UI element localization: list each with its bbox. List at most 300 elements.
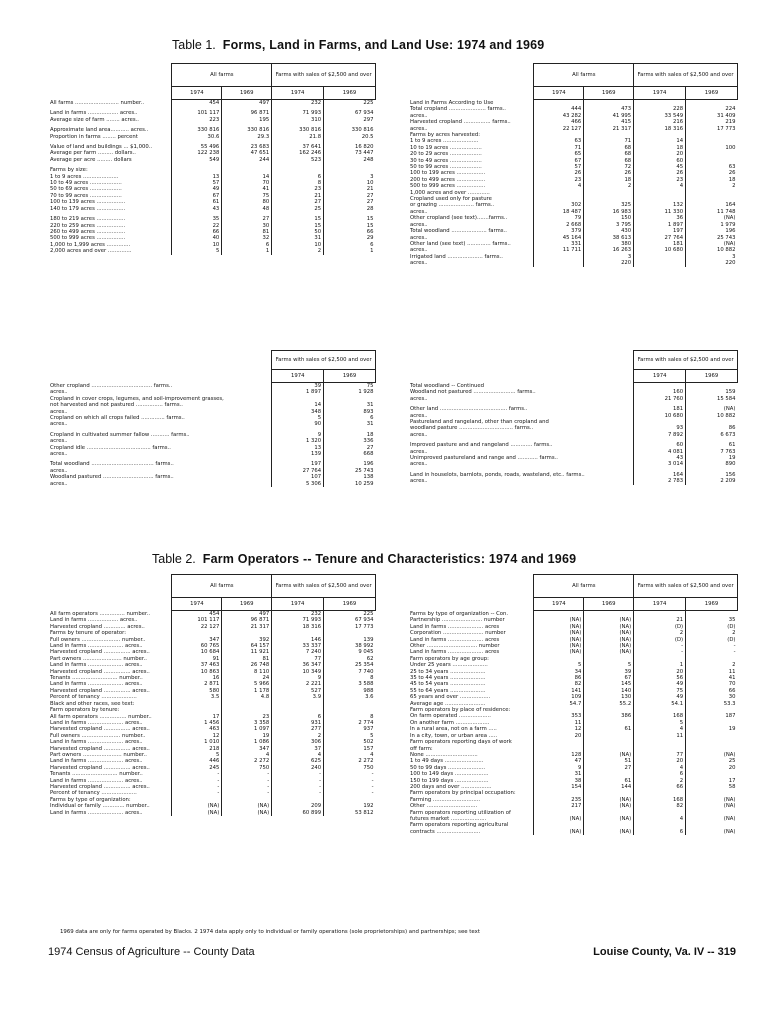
cell-value: 187 [686,713,738,719]
table1-left-lower-table [48,350,376,487]
cell-value: 75 [324,383,376,390]
cell-value: 21.8 [272,134,324,140]
cell-value: 497 [222,100,272,107]
row-label: 200 to 499 acres ................. [410,176,486,183]
cell-value: 146 [272,637,324,643]
cell-value: 2 668 [534,222,584,228]
cell-value: 22 127 [172,624,222,630]
cell-value: 23 [534,177,584,183]
row-label: acres.. [410,412,428,419]
cell-value: 6 673 [686,432,738,438]
table1-left-lower-body [48,383,376,488]
row-label: acres.. [50,438,68,445]
cell-value: 244 [222,157,272,163]
cell-value: 25 [686,758,738,764]
cell-value: 1 [634,662,686,668]
row-label: acres.. [410,221,428,228]
cell-value: 5 [534,662,584,668]
cell-value: 6 [272,714,324,720]
cell-value: (NA) [686,752,738,758]
cell-value: (NA) [686,803,738,809]
cell-value: 444 [534,106,584,112]
cell-value: 67 [534,158,584,164]
cell-value: 10 882 [686,413,738,419]
cell-value: 13 [272,445,324,451]
cell-value: 9 045 [324,649,376,655]
row-label: Land in farms ..................... acres [410,649,500,656]
row-label: Land in farms ..................... acres.. [50,777,143,784]
table1-right-hdr-sales: Farms with sales of $2,500 and over [634,64,738,87]
cell-value: 164 [634,472,686,478]
cell-value: 144 [584,784,634,790]
table1-right-lower-hdr-sales: Farms with sales of $2,500 and over [634,351,738,370]
table2-left-year-1974: 1974 [172,598,222,611]
cell-value: 15 [324,216,376,222]
cell-value: 75 [634,688,686,694]
row-label: Cropland used only for pasture [410,196,492,203]
page-footer-left: 1974 Census of Agriculture -- County Data [48,946,255,958]
cell-value: 66 [324,229,376,235]
table2-title-main: Farm Operators -- Tenure and Characteristics: 1974 and 1969 [202,552,577,566]
cell-value: 71 993 [272,110,324,116]
cell-value: 14 [272,402,324,408]
row-label: 55 to 64 years ..................... [410,687,486,694]
cell-value: 1 897 [272,389,324,395]
cell-value: 10 259 [324,481,376,487]
row-label: Woodland not pastured ......................... farms.. [410,389,536,396]
cell-value: 86 [686,425,738,431]
cell-value: 20 [634,758,686,764]
page-footer-right: Louise County, Va. IV -- 319 [593,946,736,958]
row-label: futures market ..................... [410,815,487,822]
cell-value: 310 [272,117,324,123]
cell-value: 27 [324,445,376,451]
row-label: acres.. [50,408,68,415]
cell-value: 38 [534,778,584,784]
cell-value: 33 549 [634,113,686,119]
cell-value: 4 [272,752,324,758]
row-label: Total woodland ..................... farms.. [410,228,507,235]
cell-value: 66 [686,688,738,694]
cell-value: 26 [634,170,686,176]
cell-value: 18 [634,145,686,151]
cell-value: 931 [272,720,324,726]
table1-right-hdr-all: All farms [534,64,634,87]
cell-value: 48 [222,206,272,212]
row-label: acres.. [410,478,428,485]
cell-value: 138 [324,474,376,480]
table-row [408,100,738,107]
cell-value: 1 010 [172,739,222,745]
cell-value: - [172,778,222,784]
row-label: acres.. [410,448,428,455]
cell-value: 10 863 [172,669,222,675]
cell-value: 139 [324,637,376,643]
cell-value: - [324,778,376,784]
table-row [48,100,376,107]
cell-value: 1 178 [222,688,272,694]
cell-value: (NA) [534,637,584,643]
cell-value: 5 [324,733,376,739]
cell-value: 415 [584,119,634,125]
cell-value: 11 [534,720,584,726]
cell-value: 23 683 [222,144,272,150]
cell-value: 21 760 [634,396,686,402]
cell-value: 25 354 [324,662,376,668]
row-label: Land in farms ..................... acres.. [50,719,143,726]
row-label: Cropland in cultivated summer fallow ........... farms.. [50,431,190,438]
cell-value: 297 [324,117,376,123]
cell-value: 162 246 [272,150,324,156]
table1-left-year-1969b: 1969 [324,87,376,100]
table1-left [48,63,376,255]
cell-value: 61 [172,199,222,205]
cell-value [534,611,584,618]
cell-value: 49 [172,186,222,192]
cell-value: 5 [272,415,324,421]
cell-value: 18 487 [534,209,584,215]
row-label: 70 to 99 acres ................... [50,192,122,199]
cell-value: 3.5 [172,694,222,700]
cell-value: 196 [686,228,738,234]
cell-value: 31 [324,421,376,427]
row-label: Land in farms ..................... acres.. [50,681,143,688]
cell-value: 26 748 [222,662,272,668]
table-row [48,248,376,254]
row-label: Pastureland and rangeland, other than cropland and [410,419,549,426]
cell-value: 6 [272,174,324,180]
cell-value: 15 [272,216,324,222]
cell-value: 14 [222,174,272,180]
cell-value: (NA) [584,637,634,643]
row-label: Harvested cropland ............. acres.. [50,623,145,630]
cell-value: 2 [272,733,324,739]
cell-value: 17 [686,778,738,784]
table-row [408,611,738,618]
row-label: acres.. [410,461,428,468]
row-label: Percent of tenancy ..................... [50,694,137,701]
row-label: not harvested and not pastured ................ farms.. [50,402,183,409]
row-label: Under 25 years ..................... [410,662,488,669]
cell-value: 22 [172,223,222,229]
cell-value: 18 316 [634,126,686,132]
cell-value: (NA) [686,829,738,835]
row-label: 45 to 54 years ..................... [410,681,486,688]
cell-value: 347 [222,746,272,752]
cell-value: 53 812 [324,810,376,816]
cell-value: 60 [634,158,686,164]
table1-left-lower-year-1974: 1974 [272,370,324,383]
cell-value: 549 [172,157,222,163]
row-label: off farm: [410,745,433,752]
cell-value: 32 [222,235,272,241]
row-label: 65 years and over .................. [410,694,491,701]
table2-left-hdr-sales: Farms with sales of $2,500 and over [272,575,376,598]
row-label: 200 days and over .................. [410,783,492,790]
cell-value: (D) [634,624,686,630]
row-label: acres.. [50,421,68,428]
row-label: Farms by acres harvested: [410,132,481,139]
cell-value: 157 [324,746,376,752]
cell-value: 235 [534,797,584,803]
cell-value: 446 [172,758,222,764]
cell-value: 8 [324,675,376,681]
cell-value: 38 992 [324,643,376,649]
row-label: Tenants ........................... number.. [50,675,143,682]
footnote: 1969 data are only for farms operated by Blacks. 2 1974 data apply only to individual or family operations (sole proprietorships) and partnerships; see text [60,929,480,935]
row-label: 20 to 29 acres ................... [410,151,482,158]
cell-value: 2 272 [324,758,376,764]
cell-value: 18 [324,432,376,438]
cell-value: (NA) [686,406,738,412]
table1-right-table [408,63,738,267]
row-label: 260 to 499 acres ................. [50,228,126,235]
cell-value: 625 [272,758,324,764]
row-label: 1 to 9 acres ..................... [50,173,119,180]
cell-value: 25 [272,206,324,212]
cell-value: 277 [272,726,324,732]
row-label: Land in farms .................. acres.. [50,617,138,624]
cell-value: 353 [534,713,584,719]
cell-value: 5 306 [272,481,324,487]
table-row [48,611,376,618]
cell-value: 16 [172,675,222,681]
cell-value: - [272,778,324,784]
row-label: 140 to 179 acres ................. [50,205,126,212]
cell-value: 224 [686,106,738,112]
row-label: 50 to 99 acres ................... [410,164,482,171]
cell-value: 62 [324,656,376,662]
cell-value: 3.6 [324,694,376,700]
cell-value: 220 [584,260,634,266]
cell-value: 37 [272,746,324,752]
cell-value: 15 [272,223,324,229]
cell-value: (NA) [584,624,634,630]
cell-value: 2 [686,662,738,668]
cell-value: 1 [222,248,272,254]
cell-value: - [172,784,222,790]
cell-value: 107 [272,474,324,480]
cell-value: 6 [634,771,686,777]
cell-value: 27 [324,193,376,199]
table2-left-body [48,611,376,817]
row-label: Improved pasture and and rangeland ............. farms.. [410,442,553,449]
cell-value: 139 [272,451,324,457]
cell-value: 16 820 [324,144,376,150]
table1-right-year-1969b: 1969 [686,87,738,100]
cell-value: 527 [272,688,324,694]
row-label: 2,000 acres and over .............. [50,248,132,255]
cell-value: 12 [172,733,222,739]
cell-value: - [686,643,738,649]
cell-value: - [324,790,376,796]
cell-value [534,260,584,266]
cell-value: (NA) [686,215,738,221]
row-label: Full owners ....................... number.. [50,732,146,739]
row-label: Other cropland (see text).......farms.. [410,215,508,222]
row-label: 100 to 139 acres ................. [50,199,126,206]
row-label: Harvested cropland ................ acres.. [50,649,150,656]
cell-value: 218 [172,746,222,752]
cell-value [634,383,686,390]
cell-value: 49 [634,694,686,700]
cell-value: 10 [272,242,324,248]
table1-left-table [48,63,376,255]
cell-value: 8 110 [222,669,272,675]
row-label: 10 to 19 acres ................... [410,144,482,151]
row-label: acres.. [410,234,428,241]
row-label: acres.. [50,451,68,458]
cell-value: 8 [272,180,324,186]
cell-value: (NA) [584,752,634,758]
cell-value: 55 496 [172,144,222,150]
cell-value: (NA) [686,797,738,803]
table2-right-table [408,574,738,835]
cell-value: 36 [634,215,686,221]
cell-value: 25 743 [686,235,738,241]
cell-value: 20.5 [324,134,376,140]
table-row [48,383,376,390]
row-label: Land in farms ..................... acres.. [50,809,143,816]
table1-left-lower-hdr-sales: Farms with sales of $2,500 and over [272,351,376,370]
cell-value: 27 [222,216,272,222]
row-label: Other land (see text) .............. farms.. [410,240,511,247]
row-label: 500 to 999 acres ................. [410,183,486,190]
cell-value: 4 081 [634,449,686,455]
cell-value: 34 [534,669,584,675]
cell-value: 13 [172,174,222,180]
row-label: Land in farms ..................... acres [410,623,500,630]
row-label: acres.. [410,112,428,119]
cell-value: 64 157 [222,643,272,649]
row-label: 10 to 49 acres ................... [50,180,122,187]
cell-value: 225 [324,100,376,107]
cell-value: 54.1 [634,701,686,707]
cell-value: 56 [634,675,686,681]
cell-value: - [222,784,272,790]
row-label: Farm operators reporting utilization of [410,809,511,816]
cell-value: - [222,778,272,784]
cell-value: - [324,784,376,790]
row-label: Tenants ........................... number.. [50,771,143,778]
row-label: 25 to 34 years ..................... [410,668,486,675]
cell-value: 4.8 [222,694,272,700]
table1-left-lower [48,350,376,487]
cell-value: 109 [534,694,584,700]
cell-value: 71 [534,145,584,151]
cell-value: 16 983 [584,209,634,215]
cell-value: 348 [272,409,324,415]
cell-value: 5 [634,720,686,726]
cell-value: 4 [534,183,584,189]
cell-value: 10 [172,242,222,248]
cell-value: 18 316 [272,624,324,630]
cell-value [634,260,686,266]
cell-value: 29.3 [222,134,272,140]
cell-value: (NA) [584,803,634,809]
row-label: Irrigated land ..................... farms.. [410,253,503,260]
cell-value: 11 [634,733,686,739]
cell-value: (NA) [584,797,634,803]
cell-value: 430 [584,228,634,234]
cell-value [686,383,738,390]
row-label: 1,000 acres and over ............. [410,189,490,196]
cell-value: 17 773 [686,126,738,132]
cell-value: 497 [222,611,272,618]
cell-value: 132 [634,202,686,208]
cell-value: - [172,790,222,796]
cell-value: 232 [272,611,324,618]
cell-value: 330 816 [324,127,376,133]
row-label: 50 to 99 days ...................... [410,764,486,771]
row-label: Unimproved pastureland and range and ............ farms.. [410,455,558,462]
cell-value: 81 [222,229,272,235]
cell-value: (NA) [534,624,584,630]
cell-value: 1 928 [324,389,376,395]
row-label: Cropland in cover crops, legumes, and soil-improvement grasses, [50,395,224,402]
cell-value: 60 899 [272,810,324,816]
row-label: or grazing ..................... farms.. [410,202,495,209]
table1-left-hdr-sales: Farms with sales of $2,500 and over [272,64,376,87]
cell-value: 141 [534,688,584,694]
cell-value: 454 [172,100,222,107]
cell-value: 21 [634,617,686,623]
cell-value [584,611,634,618]
cell-value: 3 795 [584,222,634,228]
cell-value: - [634,649,686,655]
cell-value: 30.6 [172,134,222,140]
row-label: Land in Farms According to Use [410,99,494,106]
cell-value: 140 [584,688,634,694]
cell-value: 379 [534,228,584,234]
cell-value: 50 [272,229,324,235]
cell-value: (NA) [222,810,272,816]
row-label: acres.. [410,247,428,254]
cell-value: (NA) [584,816,634,822]
cell-value: 66 [172,229,222,235]
cell-value: 6 [324,242,376,248]
cell-value: 306 [272,739,324,745]
row-label: Farms by size: [50,167,88,174]
cell-value: 3.9 [272,694,324,700]
cell-value: 67 [172,193,222,199]
row-label: Harvested cropland ................ acres.. [50,764,150,771]
table1-title [172,38,544,52]
cell-value: (NA) [584,630,634,636]
row-label: acres.. [410,208,428,215]
cell-value: 1 086 [222,739,272,745]
table2-right-body [408,611,738,836]
cell-value: 71 [584,138,634,144]
cell-value: 523 [272,157,324,163]
cell-value: 26 [584,170,634,176]
cell-value: (NA) [584,643,634,649]
cell-value: 3 358 [222,720,272,726]
cell-value: 223 [172,117,222,123]
cell-value: 23 [634,177,686,183]
table1-right-lower [408,350,738,485]
row-label: Value of land and buildings ... $1,000.. [50,144,153,151]
cell-value: 60 [634,442,686,448]
cell-value: 3 [584,254,634,260]
table2-left-year-1969b: 1969 [324,598,376,611]
cell-value: 23 [222,714,272,720]
row-label: acres.. [410,260,428,267]
table2-right-hdr-sales: Farms with sales of $2,500 and over [634,575,738,598]
cell-value: 4 [634,726,686,732]
cell-value: 217 [534,803,584,809]
table2-right-year-1974b: 1974 [634,598,686,611]
